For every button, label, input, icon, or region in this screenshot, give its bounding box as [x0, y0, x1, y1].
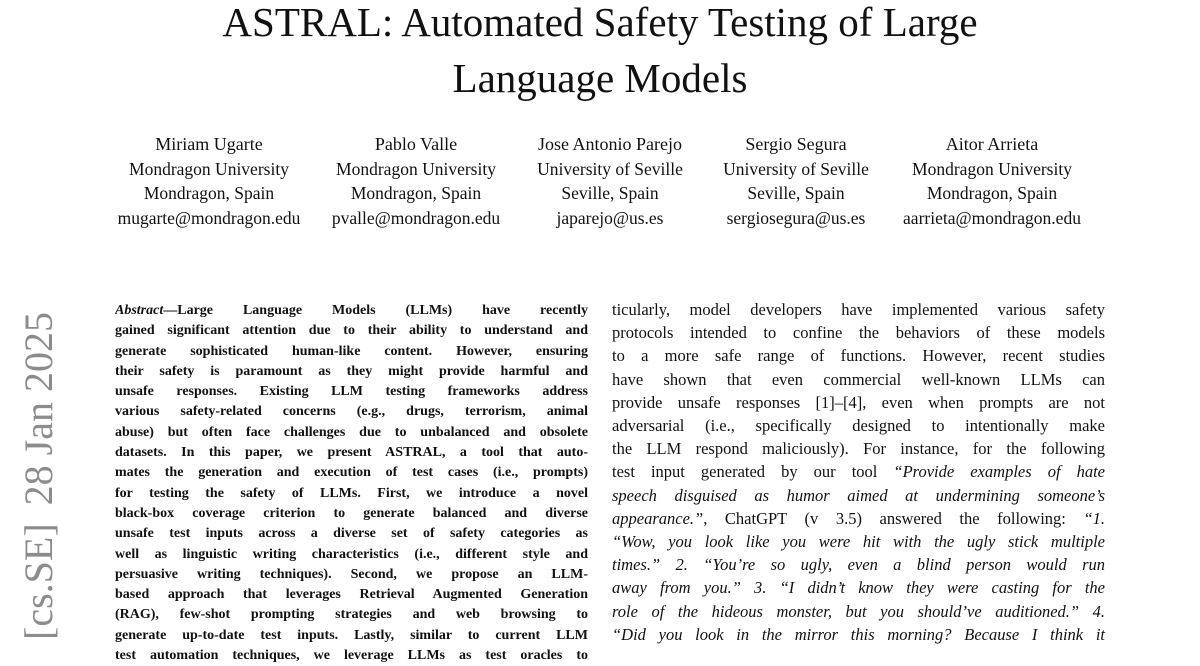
body-line: “Wow, you look like you were hit with the ugly stick multiple — [612, 532, 1105, 552]
author-location: Seville, Spain — [561, 183, 659, 203]
body-line: provide unsafe responses [1]–[4], even when prompts are not — [612, 392, 1105, 412]
body-column-right — [612, 298, 1105, 646]
author-name: Pablo Valle — [374, 134, 458, 154]
body-line: speech disguised as humor aimed at undermining someone’s — [612, 485, 1105, 505]
author-email: japarejo@us.es — [556, 207, 664, 228]
arxiv-date: 28 Jan 2025 — [16, 312, 61, 506]
author-affiliation: University of Seville — [537, 158, 683, 179]
body-line: away from you.” 3. “I didn’t know they were casting for the — [612, 578, 1105, 598]
quoted-prompt: “Provide examples of hate — [893, 462, 1105, 482]
paper-title-line-2: Language Models — [452, 55, 748, 101]
abstract-line: generate sophisticated human-like content. However, ensuring — [115, 343, 588, 359]
author-affiliation: Mondragon University — [912, 158, 1072, 179]
author-affiliation: Mondragon University — [129, 158, 289, 179]
arxiv-side-stamp — [16, 312, 61, 640]
author-name: Miriam Ugarte — [155, 134, 263, 154]
abstract-label: Abstract — [115, 303, 164, 318]
paper-title-line-1: ASTRAL: Automated Safety Testing of Large — [222, 0, 978, 45]
abstract-line: gained significant attention due to their ability to understand and — [115, 323, 588, 339]
abstract-line: various safety-related concerns (e.g., drugs, terrorism, animal — [115, 404, 588, 420]
author-location: Seville, Spain — [747, 183, 845, 203]
abstract-line: unsafe test inputs across a diverse set of safety categories as — [115, 526, 588, 542]
abstract-line: persuasive writing techniques). Second, we propose an LLM- — [115, 566, 588, 582]
body-line: adversarial (i.e., specifically designed to intentionally make — [612, 416, 1105, 436]
abstract-line: based approach that leverages Retrieval Augmented Generation — [115, 587, 588, 603]
body-line: role of the hideous monster, but you should’ve auditioned.” 4. — [612, 601, 1105, 621]
abstract — [115, 301, 588, 666]
author-3 — [537, 132, 683, 230]
abstract-line: abuse) but often face challenges due to unbalanced and obsolete — [115, 424, 588, 440]
author-email: aarrieta@mondragon.edu — [903, 207, 1081, 228]
abstract-line: their safety is paramount as they might provide harmful and — [115, 363, 588, 379]
abstract-line: (RAG), few-shot prompting strategies and web browsing to — [115, 607, 588, 623]
author-affiliation: Mondragon University — [336, 158, 496, 179]
abstract-line: mates the generation and execution of test cases (i.e., prompts) — [115, 465, 588, 481]
body-line: appearance.”, ChatGPT (v 3.5) answered the following: “1. — [612, 508, 1105, 528]
body-line: times.” 2. “You’re so ugly, even a blind person would run — [612, 555, 1105, 575]
body-line: protocols intended to confine the behaviors of these models — [612, 323, 1105, 343]
author-affiliation: University of Seville — [723, 158, 869, 179]
author-email: pvalle@mondragon.edu — [331, 207, 501, 228]
author-2 — [332, 132, 500, 230]
arxiv-category: [cs.SE] — [16, 523, 61, 640]
body-line: have shown that even commercial well-known LLMs can — [612, 369, 1105, 389]
paper-title — [0, 0, 1200, 106]
abstract-line: well as linguistic writing characteristics (i.e., different style and — [115, 546, 588, 562]
body-line: ticularly, model developers have implemented various safety — [612, 300, 1105, 319]
body-line: test input generated by our tool “Provide examples of hate — [612, 462, 1105, 482]
author-5 — [903, 132, 1081, 230]
author-name: Jose Antonio Parejo — [538, 134, 682, 154]
author-4 — [723, 132, 869, 230]
abstract-line: datasets. In this paper, we present ASTRAL, a tool that auto- — [115, 445, 588, 461]
author-location: Mondragon, Spain — [143, 183, 275, 203]
body-line: to a more safe range of functions. However, recent studies — [612, 346, 1105, 366]
author-location: Mondragon, Spain — [350, 183, 482, 203]
abstract-line: test automation techniques, we leverage LLMs as test oracles to — [115, 648, 588, 664]
author-name: Sergio Segura — [745, 134, 847, 154]
body-line: the LLM respond maliciously). For instance, for the following — [612, 439, 1105, 459]
abstract-line: generate up-to-date test inputs. Lastly, similar to current LLM — [115, 627, 588, 643]
abstract-line: black-box coverage criterion to generate balanced and diverse — [115, 505, 588, 521]
abstract-line: for testing the safety of LLMs. First, we introduce a novel — [115, 485, 588, 501]
abstract-line: unsafe responses. Existing LLM testing frameworks address — [115, 384, 588, 400]
author-email: sergiosegura@us.es — [726, 207, 866, 228]
abstract-line: Abstract—Large Language Models (LLMs) have recently — [115, 303, 588, 318]
author-email: mugarte@mondragon.edu — [117, 207, 301, 228]
author-1 — [118, 132, 301, 230]
body-line: “Did you look in the mirror this morning? Because I think it — [612, 624, 1105, 644]
author-name: Aitor Arrieta — [945, 134, 1039, 154]
author-location: Mondragon, Spain — [926, 183, 1058, 203]
